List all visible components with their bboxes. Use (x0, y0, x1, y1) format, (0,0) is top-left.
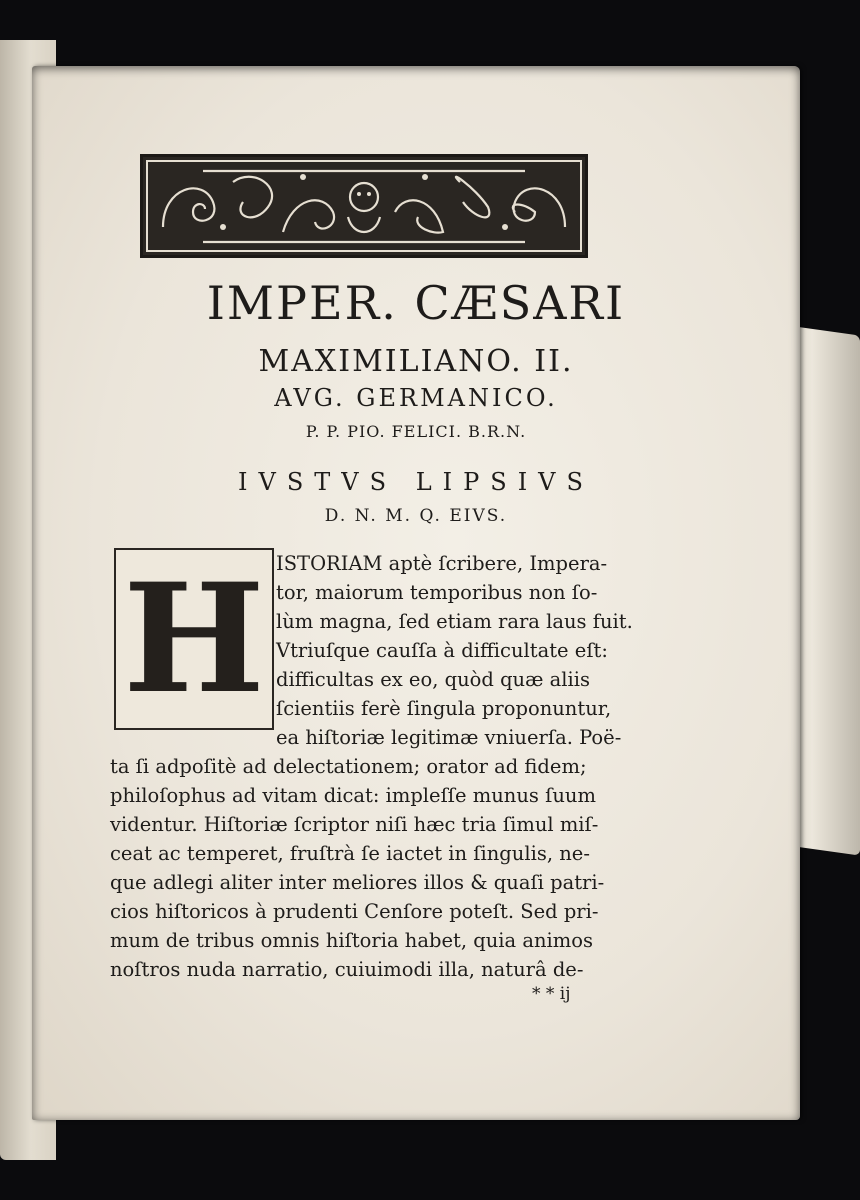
book-page (32, 66, 800, 1120)
text-line: ta ſi adpoſitè ad delectationem; orator ad fidem; (110, 755, 587, 778)
text-line: Vtriuſque cauſſa à difficultate eſt: (276, 639, 608, 662)
text-line: cios hiſtoricos à prudenti Cenſore poteſt. Sed pri- (110, 900, 599, 923)
text-line: videntur. Hiſtoriæ ſcriptor niſi hæc tria ſimul miſ- (110, 813, 599, 836)
text-line: philoſophus ad vitam dicat: impleſſe munus ſuum (110, 784, 596, 807)
author-subtitle: D. N. M. Q. EIVS. (324, 506, 508, 526)
text-line: ISTORIAM aptè ſcribere, Impera- (276, 552, 608, 575)
author-name: IVSTVS LIPSIVS (238, 468, 594, 496)
dedication-title: IMPER. CÆSARI (206, 276, 626, 330)
text-line: ea hiſtoriæ legitimæ vniuerſa. Poë- (276, 726, 622, 749)
text-line: ceat ac temperet, fruſtrà ſe iactet in ſingulis, ne- (110, 842, 590, 865)
signature-mark: * * ij (532, 984, 571, 1004)
text-line: mum de tribus omnis hiſtoria habet, quia animos (110, 929, 594, 952)
text-line: noſtros nuda narratio, cuiuimodi illa, naturâ de- (110, 958, 584, 981)
text-line: lùm magna, ſed etiam rara laus fuit. (276, 610, 633, 633)
text-line: tor, maiorum temporibus non ſo- (276, 581, 598, 604)
text-line: difficultas ex eo, quòd quæ aliis (276, 668, 590, 691)
dedication-honorifics: P. P. PIO. FELICI. B.R.N. (305, 422, 527, 441)
headpiece-pattern-icon (143, 157, 585, 255)
ornamental-headpiece (140, 154, 588, 258)
decorated-initial (114, 548, 274, 730)
initial-letter: H (123, 551, 265, 727)
dedication-epithet: AVG. GERMANICO. (274, 384, 558, 412)
dedication-name: MAXIMILIANO. II. (258, 344, 574, 379)
text-line: ſcientiis ferè ſingula proponuntur, (276, 697, 612, 720)
text-line: que adlegi aliter inter meliores illos & quaſi patri- (110, 871, 605, 894)
